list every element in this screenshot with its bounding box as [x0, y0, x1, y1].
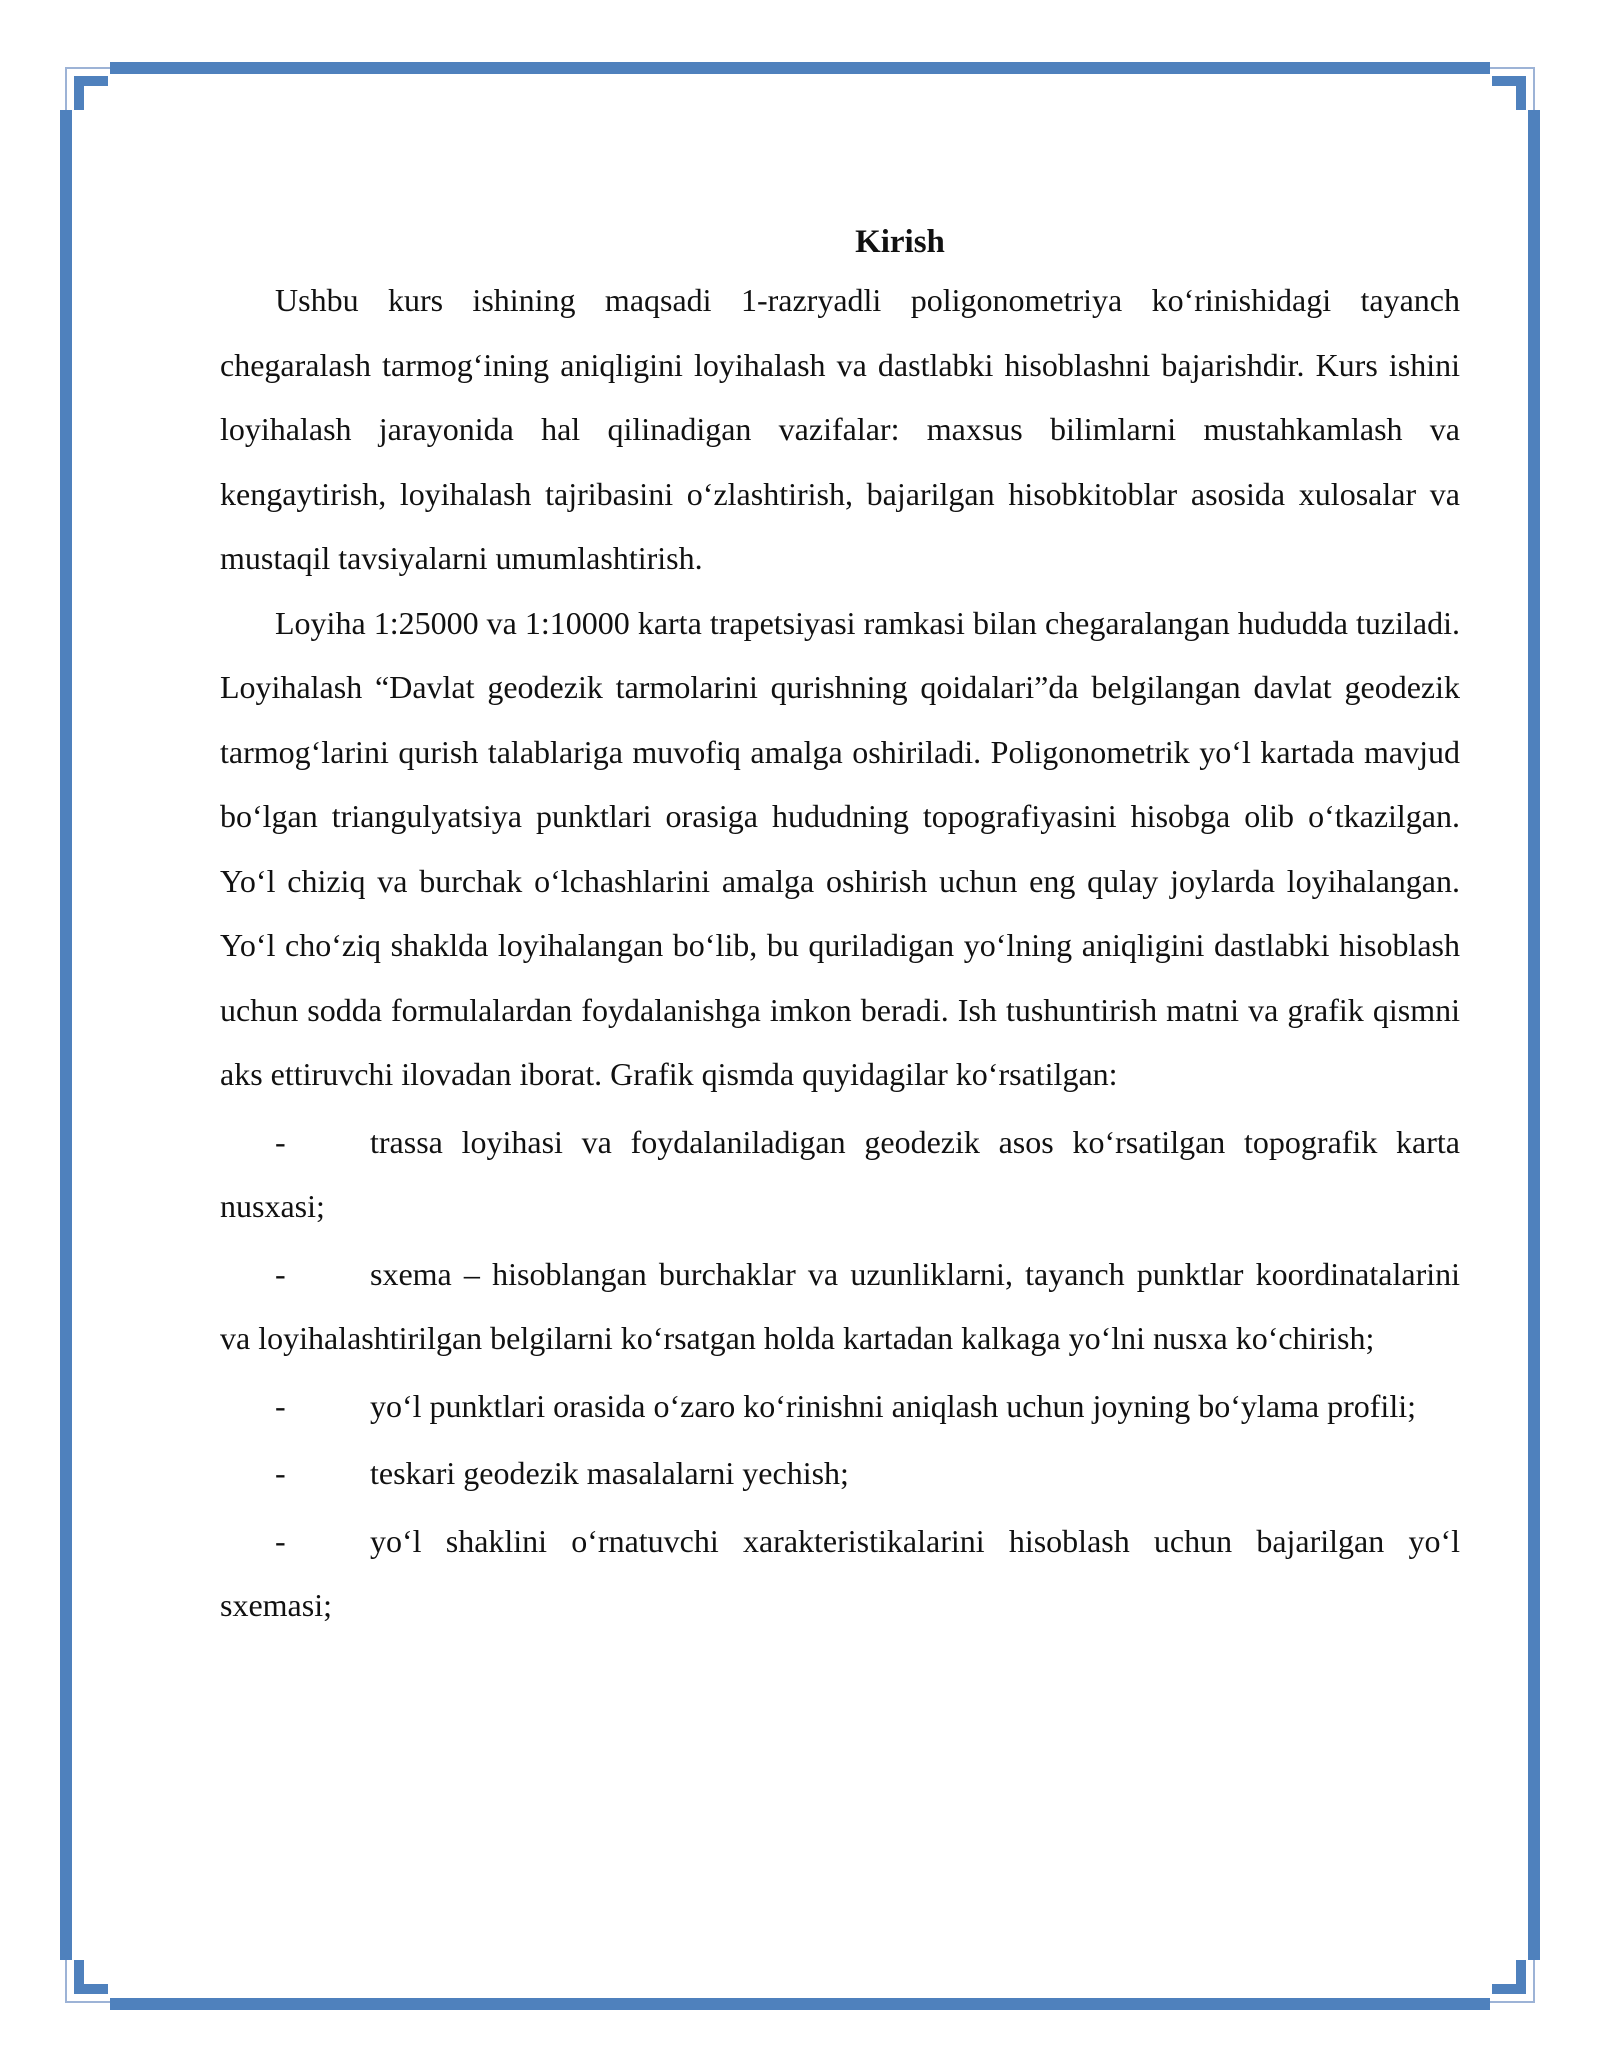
list-item [220, 1110, 1460, 1239]
document-body [220, 216, 1460, 1638]
list-dash: - [275, 1255, 286, 1292]
list-item [220, 1509, 1460, 1638]
paragraph-intro: Ushbu kurs ishining maqsadi 1-razryadli poligonometriya ko‘rinishidagi tayanch chegaralash tarmog‘ining aniqligini loyihalash va dastlabki hisoblashni bajarishdir. Kurs ishini loyihalash jarayonida hal qilinadigan vazifalar: maxsus bilimlarni mustahkamlash va kengaytirish, loyihalash tajribasini o‘zlashtirish, bajarilgan hisobkitoblar asosida xulosalar va mustaqil tavsiyalarni umumlashtirish. [220, 282, 1460, 576]
list-item-text: trassa loyihasi va foydalaniladigan geodezik asos ko‘rsatilgan topografik karta nusxasi; [220, 1123, 1460, 1224]
graphic-part-list [220, 1110, 1460, 1638]
list-dash: - [275, 1387, 286, 1424]
list-item [220, 1242, 1460, 1371]
border-right-bar [1528, 110, 1540, 1960]
border-left-bar [60, 110, 72, 1960]
list-dash: - [275, 1123, 286, 1160]
list-item-text: sxema – hisoblangan burchaklar va uzunliklarni, tayanch punktlar koordinatalarini va loyihalashtirilgan belgilarni ko‘rsatgan holda kartadan kalkaga yo‘lni nusxa ko‘chirish; [220, 1255, 1460, 1356]
corner-top-left [74, 76, 108, 110]
list-item [220, 1374, 1460, 1439]
list-item-text: teskari geodezik masalalarni yechish; [370, 1455, 849, 1491]
list-item [220, 1441, 1460, 1506]
border-top-bar [110, 62, 1490, 74]
corner-bottom-left [74, 1960, 108, 1994]
page-title: Kirish [855, 224, 945, 260]
list-dash: - [275, 1455, 286, 1491]
list-item-text: yo‘l shaklini o‘rnatuvchi xarakteristikalarini hisoblash uchun bajarilgan yo‘l sxemasi; [220, 1522, 1460, 1623]
border-bottom-bar [110, 1998, 1490, 2010]
corner-bottom-right [1492, 1960, 1526, 1994]
list-dash: - [275, 1522, 286, 1559]
corner-top-right [1492, 76, 1526, 110]
list-item-text: yo‘l punktlari orasida o‘zaro ko‘rinishni aniqlash uchun joyning bo‘ylama profili; [370, 1387, 1416, 1424]
paragraph-project: Loyiha 1:25000 va 1:10000 karta trapetsiyasi ramkasi bilan chegaralangan hududda tuziladi. Loyihalash “Davlat geodezik tarmolarini qurishning qoidalari”da belgilangan davlat geodezik tarmog‘larini qurish talablariga muvofiq amalga oshiriladi. Poligonometrik yo‘l kartada mavjud bo‘lgan triangulyatsiya punktlari orasiga hududning topografiyasini hisobga olib o‘tkazilgan. Yo‘l chiziq va burchak o‘lchashlarini amalga oshirish uchun eng qulay joylarda loyihalangan. Yo‘l cho‘ziq shaklda loyihalangan bo‘lib, bu quriladigan yo‘lning aniqligini dastlabki hisoblash uchun sodda formulalardan foydalanishga imkon beradi. Ish tushuntirish matni va grafik qismni aks ettiruvchi ilovadan iborat. Grafik qismda quyidagilar ko‘rsatilgan: [220, 604, 1460, 1092]
